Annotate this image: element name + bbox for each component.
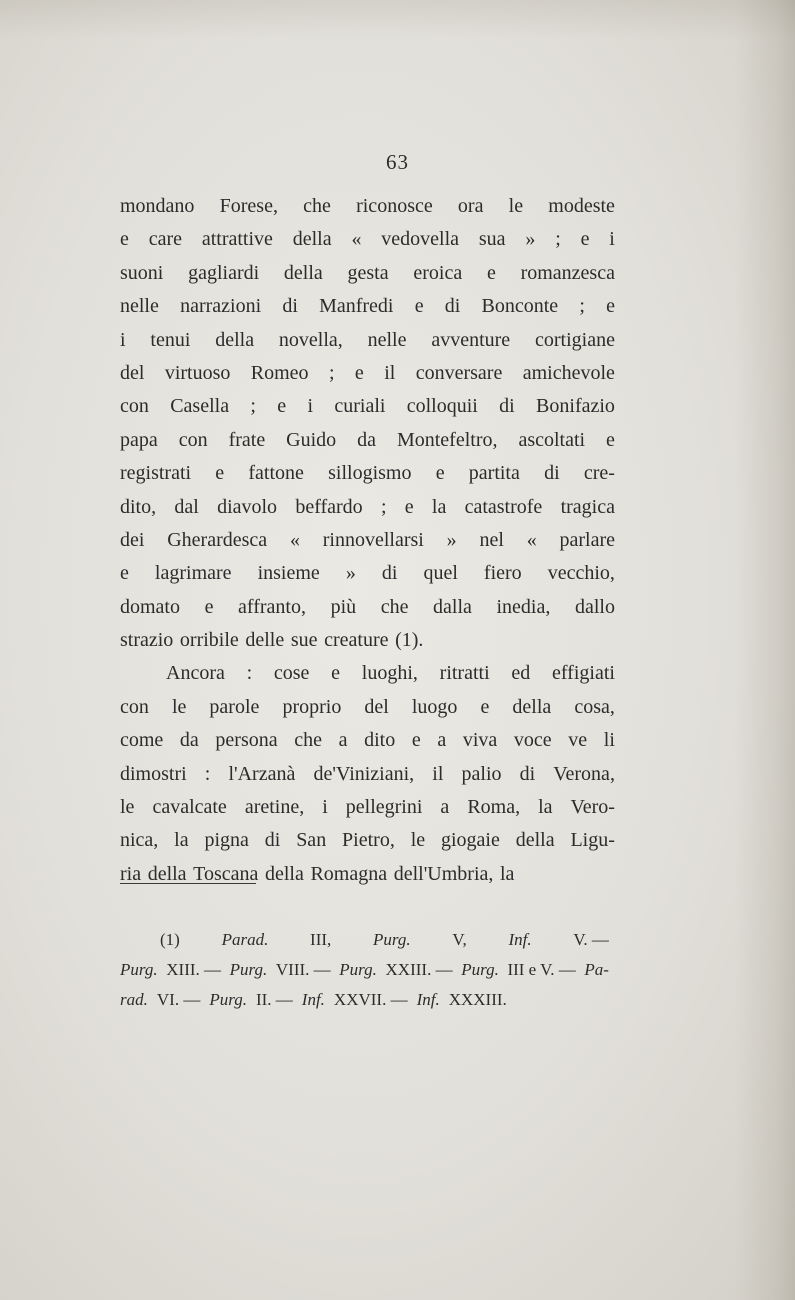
text-line: nica, la pigna di San Pietro, le giogaie della Ligu-	[120, 829, 615, 852]
footnote-segment: Purg.	[461, 960, 499, 979]
footnote-line	[120, 955, 609, 985]
footnote-segment: Purg.	[373, 930, 411, 949]
footnote-segment: XXXIII.	[448, 990, 507, 1009]
footnote	[120, 925, 609, 1015]
text-line: dimostri : l'Arzanà de'Viniziani, il palio di Verona,	[120, 762, 615, 785]
footnote-segment: Purg.	[229, 960, 268, 979]
text-line: con Casella ; e i curiali colloquii di Bonifazio	[120, 395, 615, 418]
text-line: mondano Forese, che riconosce ora le modeste	[120, 195, 615, 217]
text-line: dito, dal diavolo beffardo ; e la catastrofe tragica	[120, 495, 615, 518]
text-line: registrati e fattone sillogismo e partita di cre-	[120, 462, 615, 485]
footnote-segment: XIII. —	[166, 960, 222, 979]
text-line: domato e affranto, più che dalla inedia, dallo	[120, 595, 615, 618]
footnote-segment: V,	[452, 930, 467, 949]
text-line: e care attrattive della « vedovella sua » ; e i	[120, 228, 615, 251]
footnote-segment: III,	[310, 930, 332, 949]
text-line: come da persona che a dito e a viva voce ve li	[120, 729, 615, 752]
footnote-segment: Purg.	[339, 960, 377, 979]
text-line: nelle narrazioni di Manfredi e di Bonconte ; e	[120, 295, 615, 318]
text-line: suoni gagliardi della gesta eroica e romanzesca	[120, 261, 615, 284]
footnote-line	[120, 925, 609, 955]
footnote-segment: XXVII. —	[333, 990, 408, 1009]
footnote-segment: V. —	[573, 930, 609, 949]
footnote-segment: XXIII. —	[385, 960, 453, 979]
footnote-segment: Parad.	[221, 930, 269, 949]
text-line: papa con frate Guido da Montefeltro, ascoltati e	[120, 428, 615, 451]
page-edge-shadow	[735, 0, 795, 1300]
footnote-segment: VI. —	[156, 990, 201, 1009]
footnote-segment: Inf.	[301, 990, 325, 1009]
page-number: 63	[386, 150, 409, 174]
text-line: ria della Toscana della Romagna dell'Umbria, la	[120, 862, 515, 885]
text-line: Ancora : cose e luoghi, ritratti ed effigiati	[166, 662, 615, 685]
text-line: con le parole proprio del luogo e della cosa,	[120, 695, 615, 718]
footnote-segment: VIII. —	[275, 960, 331, 979]
text-line: del virtuoso Romeo ; e il conversare amichevole	[120, 361, 615, 384]
text-line: le cavalcate aretine, i pellegrini a Roma, la Vero-	[120, 796, 615, 819]
page-top-shadow	[0, 0, 795, 40]
footnote-line	[120, 985, 609, 1015]
footnote-segment: Pa-	[584, 960, 609, 979]
text-line: strazio orribile delle sue creature (1).	[120, 629, 424, 652]
footnote-segment: Inf.	[416, 990, 440, 1009]
body-text	[120, 190, 615, 891]
text-line: i tenui della novella, nelle avventure cortigiane	[120, 328, 615, 351]
footnote-segment: Purg.	[120, 960, 158, 979]
footnote-segment: III e V. —	[507, 960, 576, 979]
footnote-segment: rad.	[120, 990, 148, 1009]
text-line: e lagrimare insieme » di quel fiero vecchio,	[120, 562, 615, 585]
footnote-segment: Inf.	[508, 930, 532, 949]
footnote-segment: Purg.	[209, 990, 247, 1009]
footnote-segment: II. —	[255, 990, 293, 1009]
footnote-rule	[120, 883, 256, 884]
footnote-marker: (1)	[160, 930, 180, 949]
text-line: dei Gherardesca « rinnovellarsi » nel « parlare	[120, 528, 615, 551]
